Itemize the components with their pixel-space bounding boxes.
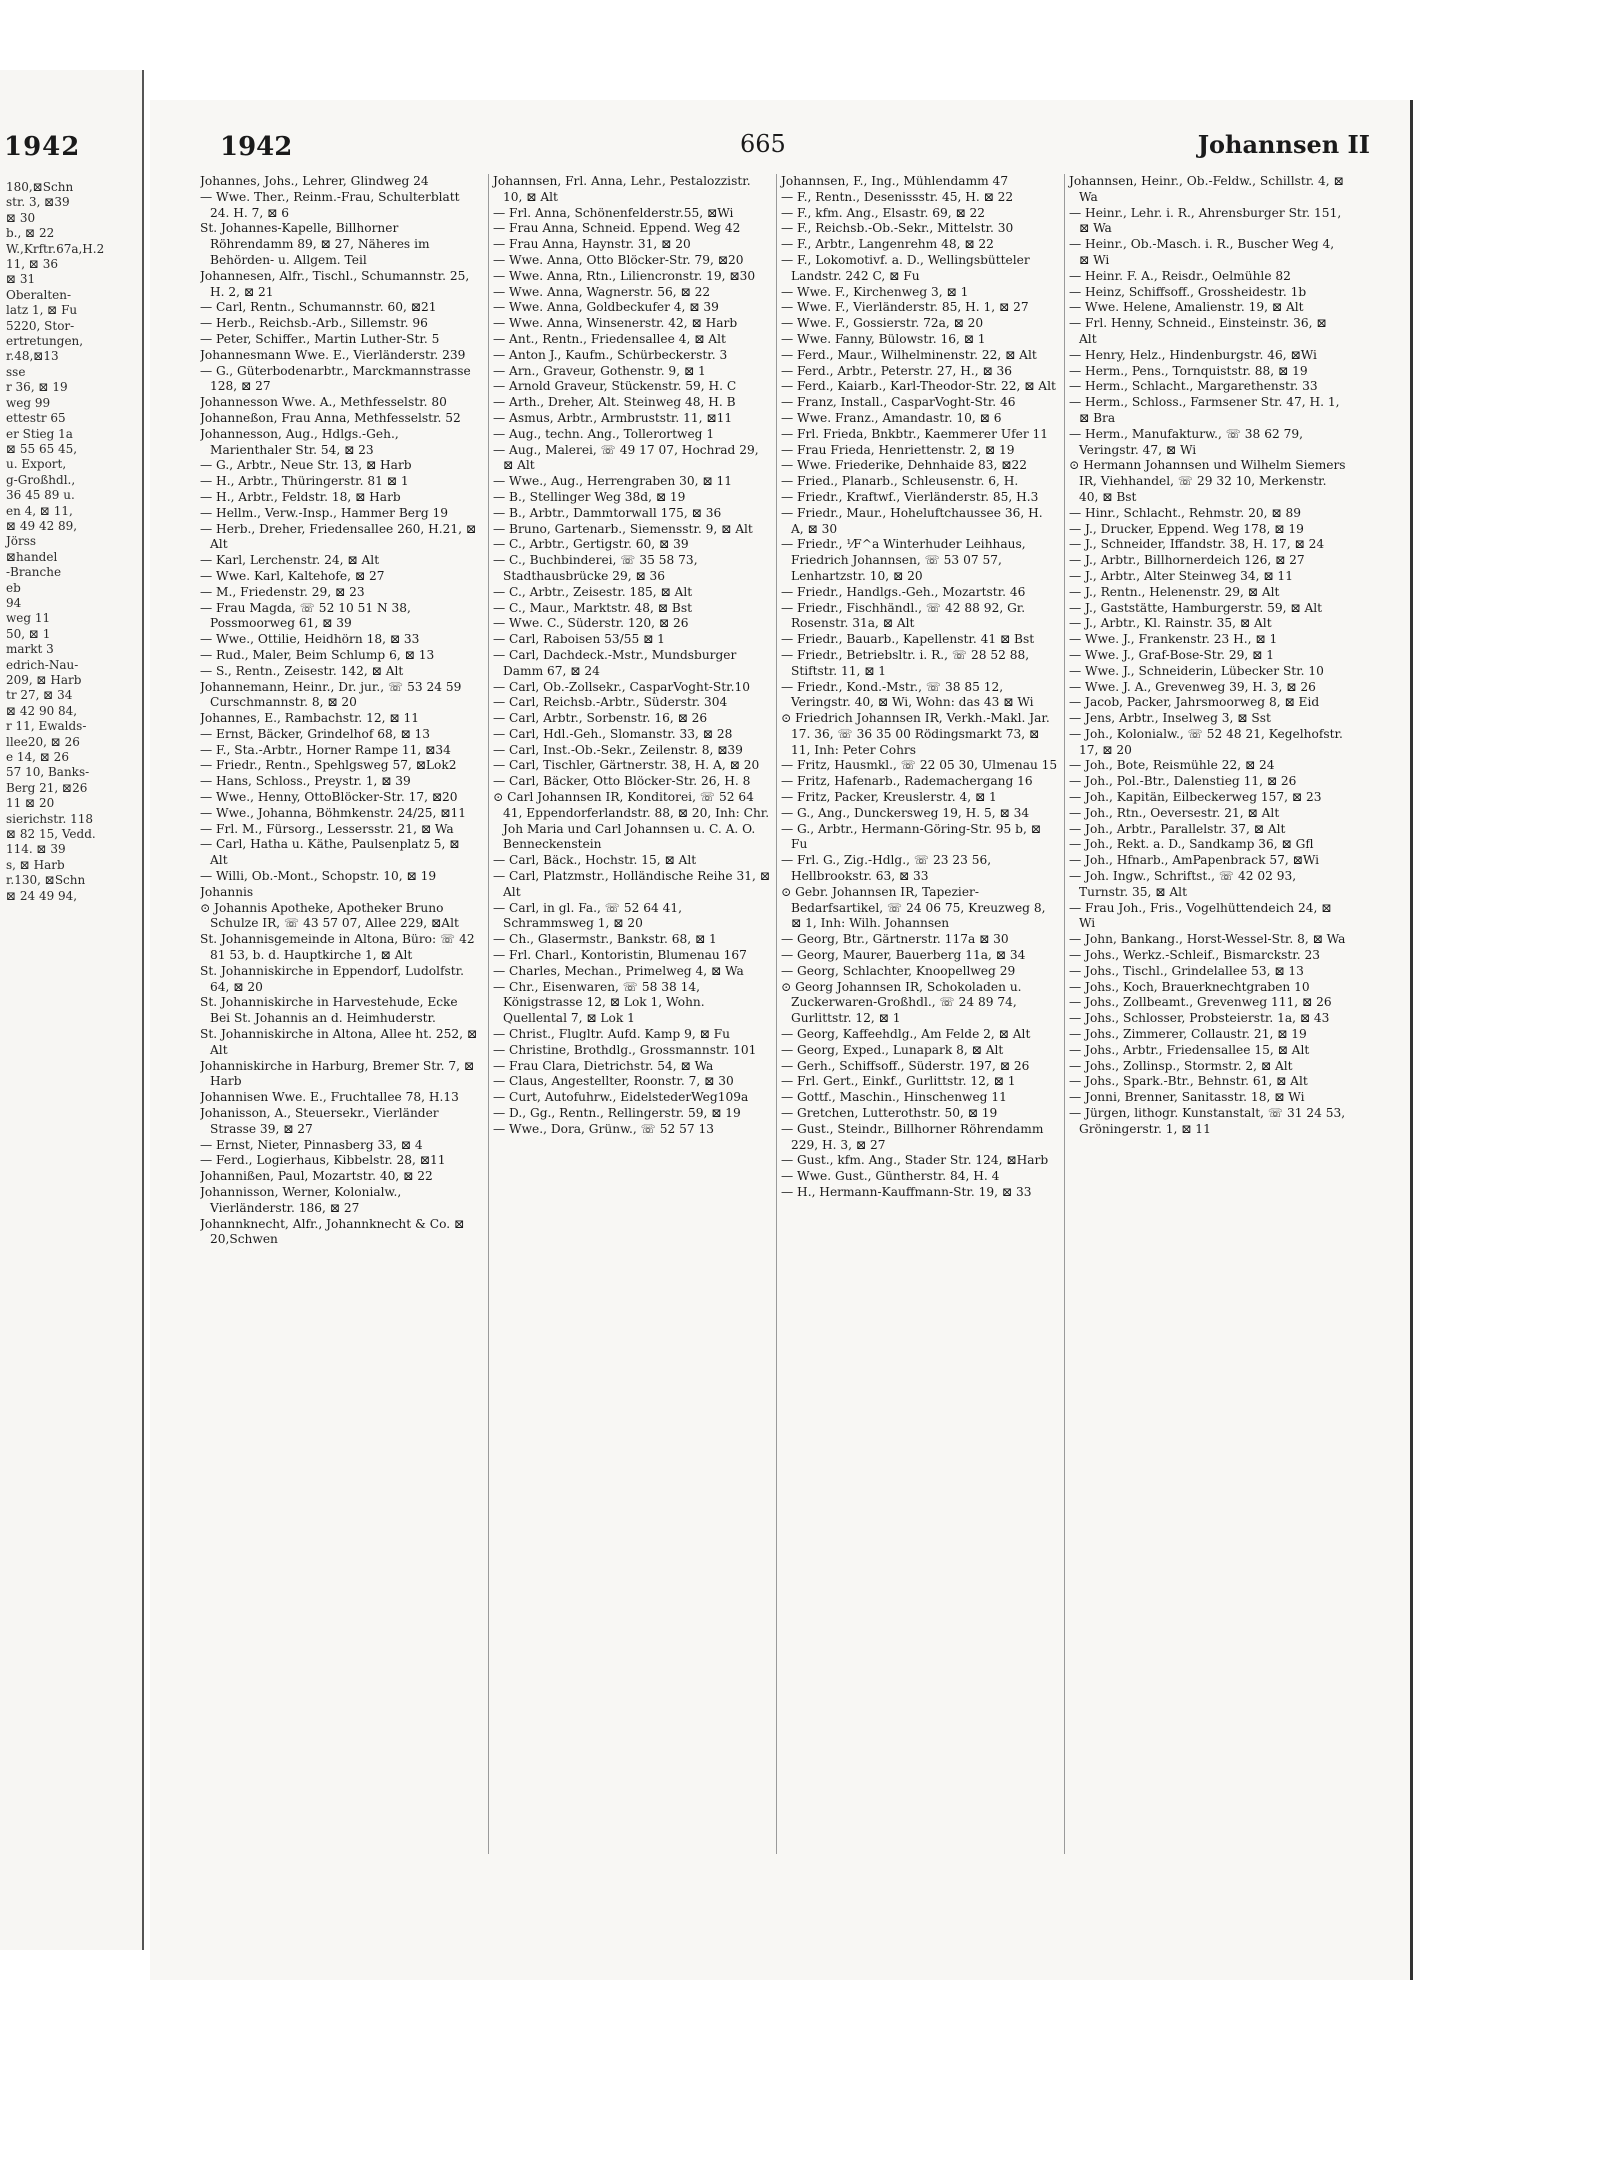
adjacent-page-line: ettestr 65 [6, 411, 66, 426]
directory-entry: — Frl. M., Fürsorg., Lessersstr. 21, ⊠ Wa [200, 821, 454, 836]
directory-entry: Johannisen Wwe. E., Fruchtallee 78, H.13 [200, 1090, 459, 1105]
directory-entry: — Charles, Mechan., Primelweg 4, ⊠ Wa [493, 963, 744, 978]
adjacent-page-line: r.48,⊠13 [6, 349, 59, 364]
directory-entry: ⊙ Carl Johannsen IR, Konditorei, ☏ 52 64 41, Eppendorferlandstr. 88, ⊠ 20, Inh: Chr. Joh Maria und Carl Johannsen u. C. A. O. Benneckenstein [493, 790, 770, 852]
directory-entry: — Wwe. F., Kirchenweg 3, ⊠ 1 [781, 284, 969, 299]
directory-entry: ⊙ Johannis Apotheke, Apotheker Bruno Schulze IR, ☏ 43 57 07, Allee 229, ⊠Alt [200, 900, 459, 931]
directory-entry: Johannesson Wwe. A., Methfesselstr. 80 [200, 395, 447, 410]
directory-entry: ⊙ Georg Johannsen IR, Schokoladen u. Zuckerwaren-Großhdl., ☏ 24 89 74, Gurlittstr. 12, ⊠ 1 [781, 979, 1022, 1026]
directory-entry: — Friedr., Handlgs.-Geh., Mozartstr. 46 [781, 584, 1026, 599]
directory-entry: — Karl, Lerchenstr. 24, ⊠ Alt [200, 553, 380, 568]
adjacent-page-line: ⊠ 49 42 89, [6, 518, 78, 533]
directory-entry: — Heinr. F. A., Reisdr., Oelmühle 82 [1069, 268, 1291, 283]
directory-entry: — Joh., Rtn., Oeversestr. 21, ⊠ Alt [1069, 805, 1280, 820]
directory-entry: ⊙ Friedrich Johannsen IR, Verkh.-Makl. Jar. 17. 36, ☏ 36 35 00 Rödingsmarkt 73, ⊠ 11, Inh: Peter Cohrs [781, 711, 1050, 757]
directory-entry: — Wwe. Anna, Rtn., Liliencronstr. 19, ⊠30 [493, 268, 756, 283]
directory-entry: — Arnold Graveur, Stückenstr. 59, H. C [493, 379, 737, 394]
directory-entry: — Wwe. C., Süderstr. 120, ⊠ 26 [493, 616, 689, 631]
directory-entry: — Christ., Flugltr. Aufd. Kamp 9, ⊠ Fu [493, 1027, 730, 1042]
directory-entry: — Carl, in gl. Fa., ☏ 52 64 41, Schrammsweg 1, ⊠ 20 [493, 900, 682, 931]
adjacent-page-line: 11 ⊠ 20 [6, 796, 55, 811]
directory-entry: — Wwe. J. A., Grevenweg 39, H. 3, ⊠ 26 [1069, 679, 1316, 694]
directory-entry: — Carl, Inst.-Ob.-Sekr., Zeilenstr. 8, ⊠39 [493, 742, 743, 757]
directory-entry: — M., Friedenstr. 29, ⊠ 23 [200, 584, 365, 599]
directory-entry: — Wwe. Fanny, Bülowstr. 16, ⊠ 1 [781, 331, 986, 346]
directory-entry: — Carl, Dachdeck.-Mstr., Mundsburger Damm 67, ⊠ 24 [493, 647, 737, 678]
directory-entry: — Ferd., Logierhaus, Kibbelstr. 28, ⊠11 [200, 1153, 446, 1168]
directory-entry: — J., Arbtr., Alter Steinweg 34, ⊠ 11 [1069, 568, 1293, 583]
directory-entry: — Wwe., Ottilie, Heidhörn 18, ⊠ 33 [200, 632, 420, 647]
directory-entry: — Wwe., Johanna, Böhmkenstr. 24/25, ⊠11 [200, 805, 467, 820]
directory-entry: — Gust., Steindr., Billhorner Röhrendamm 229, H. 3, ⊠ 27 [781, 1121, 1044, 1152]
directory-entry: — Friedr., Rentn., Spehlgsweg 57, ⊠Lok2 [200, 758, 457, 773]
directory-entry: — Hellm., Verw.-Insp., Hammer Berg 19 [200, 505, 449, 520]
directory-entry: — Heinz, Schiffsoff., Grossheidestr. 1b [1069, 284, 1307, 299]
directory-entry: — Joh., Arbtr., Parallelstr. 37, ⊠ Alt [1069, 821, 1286, 836]
directory-entry: St. Johanniskirche in Eppendorf, Ludolfstr. 64, ⊠ 20 [200, 963, 465, 994]
directory-entry: — Georg, Maurer, Bauerberg 11a, ⊠ 34 [781, 948, 1026, 963]
directory-entry: — Hans, Schloss., Preystr. 1, ⊠ 39 [200, 774, 411, 789]
directory-entry: — Wwe. Anna, Goldbeckufer 4, ⊠ 39 [493, 300, 719, 315]
directory-entry: — Joh., Bote, Reismühle 22, ⊠ 24 [1069, 758, 1275, 773]
directory-entry: — F., Rentn., Desenissstr. 45, H. ⊠ 22 [781, 189, 1014, 204]
directory-entry: Johannes, E., Rambachstr. 12, ⊠ 11 [200, 711, 420, 726]
directory-entry: — J., Gaststätte, Hamburgerstr. 59, ⊠ Alt [1069, 600, 1323, 615]
directory-entry: — Wwe., Dora, Grünw., ☏ 52 57 13 [493, 1121, 715, 1136]
column-1 [200, 174, 478, 1854]
column-4 [1064, 174, 1347, 1854]
directory-entry: — Carl, Raboisen 53/55 ⊠ 1 [493, 632, 665, 647]
directory-entry: Johanisson, A., Steuersekr., Vierländer Strasse 39, ⊠ 27 [200, 1106, 439, 1136]
directory-entry: — G., Arbtr., Hermann-Göring-Str. 95 b, ⊠ Fu [781, 821, 1041, 852]
page-header [220, 128, 1370, 168]
directory-entry: — Aug., techn. Ang., Tollerortweg 1 [493, 426, 715, 441]
directory-entry: — Bruno, Gartenarb., Siemensstr. 9, ⊠ Alt [493, 521, 753, 536]
adjacent-page-line: s, ⊠ Harb [6, 857, 65, 872]
directory-entry: Johannknecht, Alfr., Johannknecht & Co. ⊠ 20,Schwen [200, 1216, 465, 1247]
adjacent-page-line: 36 45 89 u. [6, 488, 75, 503]
adjacent-page-line: 50, ⊠ 1 [6, 626, 51, 641]
directory-entry: — J., Schneider, Iffandstr. 38, H. 17, ⊠ 24 [1069, 537, 1325, 552]
directory-entry: — F., Arbtr., Langenrehm 48, ⊠ 22 [781, 237, 994, 252]
directory-entry: — J., Drucker, Eppend. Weg 178, ⊠ 19 [1069, 521, 1304, 536]
adjacent-page-line: ⊠ 55 65 45, [6, 441, 78, 456]
directory-entry: — J., Arbtr., Kl. Rainstr. 35, ⊠ Alt [1069, 616, 1272, 631]
directory-entry: — H., Hermann-Kauffmann-Str. 19, ⊠ 33 [781, 1185, 1032, 1199]
directory-entry: — Franz, Install., CasparVoght-Str. 46 [781, 395, 1016, 410]
adjacent-page-line: Oberalten- [6, 287, 72, 302]
directory-entry: — Jürgen, lithogr. Kunstanstalt, ☏ 31 24 53, Gröningerstr. 1, ⊠ 11 [1069, 1106, 1346, 1136]
adjacent-page-line: ⊠handel [6, 549, 58, 564]
directory-entry: — Carl, Bäck., Hochstr. 15, ⊠ Alt [493, 853, 697, 868]
page-year: 1942 [220, 132, 293, 162]
directory-entry: — Ferd., Arbtr., Peterstr. 27, H., ⊠ 36 [781, 363, 1013, 378]
directory-entry: — Frl. Frieda, Bnkbtr., Kaemmerer Ufer 11 [781, 426, 1049, 441]
directory-entry: — Wwe. Helene, Amalienstr. 19, ⊠ Alt [1069, 300, 1304, 315]
directory-entry: — Georg, Schlachter, Knoopellweg 29 [781, 963, 1016, 978]
directory-entry: — Carl, Platzmstr., Holländische Reihe 31, ⊠ Alt [493, 869, 770, 899]
directory-entry: — Frl. Charl., Kontoristin, Blumenau 167 [493, 948, 747, 963]
directory-entry: — Carl, Arbtr., Sorbenstr. 16, ⊠ 26 [493, 711, 708, 726]
directory-entry: — Ant., Rentn., Friedensallee 4, ⊠ Alt [493, 331, 726, 346]
directory-entry: — B., Stellinger Weg 38d, ⊠ 19 [493, 489, 686, 504]
directory-entry: — Rud., Maler, Beim Schlump 6, ⊠ 13 [200, 647, 435, 662]
directory-entry: — Ernst, Nieter, Pinnasberg 33, ⊠ 4 [200, 1137, 423, 1152]
adjacent-page-line: markt 3 [6, 642, 54, 657]
directory-entry: — Frau Anna, Haynstr. 31, ⊠ 20 [493, 237, 691, 252]
directory-entry: — Wwe. F., Gossierstr. 72a, ⊠ 20 [781, 316, 984, 331]
directory-entry: — H., Arbtr., Thüringerstr. 81 ⊠ 1 [200, 474, 409, 489]
page-number: 665 [740, 130, 786, 158]
directory-entry: — Joh., Hfnarb., AmPapenbrack 57, ⊠Wi [1069, 853, 1320, 868]
directory-entry: Johannesen, Alfr., Tischl., Schumannstr. 25, H. 2, ⊠ 21 [200, 268, 470, 299]
directory-entry: — Georg, Exped., Lunapark 8, ⊠ Alt [781, 1042, 1004, 1057]
adjacent-page-line: ⊠ 82 15, Vedd. [6, 827, 96, 842]
directory-entry: Johanniskirche in Harburg, Bremer Str. 7, ⊠ Harb [200, 1058, 475, 1089]
directory-entry: — Wwe., Aug., Herrengraben 30, ⊠ 11 [493, 474, 732, 489]
column-2 [488, 174, 771, 1854]
adjacent-page-line: r 11, Ewalds- [6, 719, 87, 734]
directory-entry: — Johs., Koch, Brauerknechtgraben 10 [1069, 979, 1310, 994]
adjacent-page-line: ⊠ 42 90 84, [6, 703, 78, 718]
directory-entry: — Fried., Planarb., Schleusenstr. 6, H. [781, 474, 1019, 489]
directory-entry: — Frl. Gert., Einkf., Gurlittstr. 12, ⊠ 1 [781, 1074, 1016, 1089]
directory-entry: — Carl, Ob.-Zollsekr., CasparVoght-Str.10 [493, 679, 751, 694]
directory-entry: — Friedr., Maur., Hoheluftchaussee 36, H. A, ⊠ 30 [781, 505, 1043, 536]
directory-entry: — Arn., Graveur, Gothenstr. 9, ⊠ 1 [493, 363, 706, 378]
directory-entry: — Johs., Zollinsp., Stormstr. 2, ⊠ Alt [1069, 1058, 1293, 1073]
directory-entry: — Curt, Autofuhrw., EidelstederWeg109a [493, 1090, 749, 1105]
directory-entry: — Frl. Anna, Schönenfelderstr.55, ⊠Wi [493, 205, 734, 220]
directory-entry: — F., Sta.-Arbtr., Horner Rampe 11, ⊠34 [200, 742, 451, 757]
adjacent-page-line: ertretungen, [6, 334, 84, 349]
directory-entry: — Friedr., Bauarb., Kapellenstr. 41 ⊠ Bst [781, 632, 1035, 647]
directory-entry: — Carl, Bäcker, Otto Blöcker-Str. 26, H. 8 [493, 774, 751, 789]
directory-columns [200, 174, 1350, 1854]
directory-entry: — Chr., Eisenwaren, ☏ 58 38 14, Königstrasse 12, ⊠ Lok 1, Wohn. Quellental 7, ⊠ Lok 1 [493, 979, 705, 1026]
directory-entry: — Fritz, Hausmkl., ☏ 22 05 30, Ulmenau 15 [781, 758, 1058, 773]
directory-entry: — Herm., Pens., Tornquiststr. 88, ⊠ 19 [1069, 363, 1308, 378]
directory-entry: — Aug., Malerei, ☏ 49 17 07, Hochrad 29, ⊠ Alt [493, 442, 759, 473]
adjacent-page-line: ⊠ 30 [6, 210, 36, 225]
adjacent-page-line: b., ⊠ 22 [6, 226, 55, 241]
directory-entry: — Herb., Dreher, Friedensallee 260, H.21, ⊠ Alt [200, 521, 477, 552]
directory-entry: — Peter, Schiffer., Martin Luther-Str. 5 [200, 331, 440, 346]
directory-entry: — Ernst, Bäcker, Grindelhof 68, ⊠ 13 [200, 726, 431, 741]
adjacent-page-line: sse [6, 364, 26, 379]
directory-entry: — Joh., Kolonialw., ☏ 52 48 21, Kegelhofstr. 17, ⊠ 20 [1069, 726, 1343, 757]
directory-entry: — Frl. G., Zig.-Hdlg., ☏ 23 23 56, Hellbrookstr. 63, ⊠ 33 [781, 853, 992, 884]
adjacent-page-line: 180,⊠Schn [6, 180, 74, 194]
adjacent-page-line: 94 [6, 595, 22, 610]
adjacent-page-line: en 4, ⊠ 11, [6, 503, 73, 518]
directory-entry: — Herm., Manufakturw., ☏ 38 62 79, Veringstr. 47, ⊠ Wi [1069, 426, 1303, 457]
directory-entry: — B., Arbtr., Dammtorwall 175, ⊠ 36 [493, 505, 722, 520]
directory-entry: — F., Lokomotivf. a. D., Wellingsbütteler Landstr. 242 C, ⊠ Fu [781, 252, 1030, 283]
directory-entry: — Wwe. Friederike, Dehnhaide 83, ⊠22 [781, 458, 1028, 473]
directory-entry: — Wwe. Anna, Wagnerstr. 56, ⊠ 22 [493, 284, 711, 299]
directory-entry: — Wwe. Franz., Amandastr. 10, ⊠ 6 [781, 410, 1002, 425]
directory-entry: — C., Maur., Marktstr. 48, ⊠ Bst [493, 600, 692, 615]
adjacent-page-fragment [0, 70, 144, 1950]
directory-entry: — Joh., Kapitän, Eilbeckerweg 157, ⊠ 23 [1069, 790, 1322, 805]
directory-entry: Johannesmann Wwe. E., Vierländerstr. 239 [200, 347, 466, 362]
adjacent-page-line: latz 1, ⊠ Fu [6, 303, 78, 318]
directory-entry: Johannsen, Frl. Anna, Lehr., Pestalozzistr. 10, ⊠ Alt [493, 174, 751, 204]
adjacent-page-line: g-Großhdl., [6, 472, 76, 487]
adjacent-page-line: -Branche [6, 565, 62, 580]
adjacent-page-line: er Stieg 1a [6, 426, 73, 441]
adjacent-page-line: u. Export, [6, 457, 67, 472]
directory-entry: — Jacob, Packer, Jahrsmoorweg 8, ⊠ Eid [1069, 695, 1320, 710]
directory-entry: — Arth., Dreher, Alt. Steinweg 48, H. B [493, 395, 736, 410]
directory-entry: St. Johannisgemeinde in Altona, Büro: ☏ 42 81 53, b. d. Hauptkirche 1, ⊠ Alt [200, 932, 475, 963]
directory-entry: — Wwe. F., Vierländerstr. 85, H. 1, ⊠ 27 [781, 300, 1029, 315]
directory-entry: — Heinr., Lehr. i. R., Ahrensburger Str. 151, ⊠ Wa [1069, 205, 1342, 236]
directory-entry: — Fritz, Hafenarb., Rademachergang 16 [781, 774, 1033, 789]
directory-entry: — Carl, Hatha u. Käthe, Paulsenplatz 5, ⊠ Alt [200, 837, 460, 868]
directory-entry: — Ferd., Kaiarb., Karl-Theodor-Str. 22, ⊠ Alt [781, 379, 1056, 394]
directory-entry: Johannes, Johs., Lehrer, Glindweg 24 [200, 174, 429, 188]
directory-entry: — Herm., Schloss., Farmsener Str. 47, H. 1, ⊠ Bra [1069, 395, 1340, 425]
directory-entry: — C., Buchbinderei, ☏ 35 58 73, Stadthausbrücke 29, ⊠ 36 [493, 553, 698, 583]
adjacent-page-line: r.130, ⊠Schn [6, 873, 86, 888]
directory-entry: — Friedr., Kraftwf., Vierländerstr. 85, H.3 [781, 489, 1039, 504]
directory-entry: — C., Arbtr., Gertigstr. 60, ⊠ 39 [493, 537, 689, 552]
directory-entry: — Johs., Spark.-Btr., Behnstr. 61, ⊠ Alt [1069, 1074, 1308, 1089]
directory-entry: — Wwe. Karl, Kaltehofe, ⊠ 27 [200, 568, 385, 583]
adjacent-page-line: Jörss [6, 534, 37, 549]
directory-entry: — Johs., Zimmerer, Collaustr. 21, ⊠ 19 [1069, 1027, 1307, 1042]
directory-entry: ⊙ Hermann Johannsen und Wilhelm Siemers IR, Viehhandel, ☏ 29 32 10, Merkenstr. 40, ⊠ Bst [1069, 458, 1346, 504]
directory-entry: — H., Arbtr., Feldstr. 18, ⊠ Harb [200, 489, 401, 504]
directory-entry: Johannesson, Aug., Hdlgs.-Geh., Marienthaler Str. 54, ⊠ 23 [200, 426, 399, 457]
directory-entry: — Wwe. Anna, Otto Blöcker-Str. 79, ⊠20 [493, 252, 744, 267]
directory-entry: — Carl, Reichsb.-Arbtr., Süderstr. 304 [493, 695, 728, 710]
adjacent-page-line: Berg 21, ⊠26 [6, 780, 88, 795]
adjacent-page-line: tr 27, ⊠ 34 [6, 688, 73, 703]
directory-entry: — Frau Magda, ☏ 52 10 51 N 38, Possmoorweg 61, ⊠ 39 [200, 600, 411, 631]
directory-entry: — Friedr., Kond.-Mstr., ☏ 38 85 12, Veringstr. 40, ⊠ Wi, Wohn: das 43 ⊠ Wi [781, 679, 1034, 710]
directory-entry: — Georg, Btr., Gärtnerstr. 117a ⊠ 30 [781, 932, 1009, 947]
directory-entry: — J., Rentn., Helenenstr. 29, ⊠ Alt [1069, 584, 1280, 599]
column-3 [776, 174, 1059, 1854]
directory-entry: — Claus, Angestellter, Roonstr. 7, ⊠ 30 [493, 1074, 734, 1089]
directory-entry: — Johs., Werkz.-Schleif., Bismarckstr. 23 [1069, 948, 1320, 963]
directory-entry: — Herm., Schlacht., Margarethenstr. 33 [1069, 379, 1318, 394]
adjacent-page-line: W.,Krftr.67a,H.2 [6, 241, 105, 256]
directory-entry: — Wwe. J., Frankenstr. 23 H., ⊠ 1 [1069, 632, 1278, 647]
adjacent-page-year: 1942 [4, 132, 81, 162]
directory-entry: — Jens, Arbtr., Inselweg 3, ⊠ Sst [1069, 711, 1271, 726]
directory-entry: — Anton J., Kaufm., Schürbeckerstr. 3 [493, 347, 728, 362]
directory-entry: — Carl, Hdl.-Geh., Slomanstr. 33, ⊠ 28 [493, 726, 733, 741]
directory-entry: — G., Güterbodenarbtr., Marckmannstrasse 128, ⊠ 27 [200, 363, 471, 394]
directory-entry: — Joh. Ingw., Schriftst., ☏ 42 02 93, Turnstr. 35, ⊠ Alt [1069, 869, 1297, 899]
directory-entry: — G., Ang., Dunckersweg 19, H. 5, ⊠ 34 [781, 805, 1030, 820]
directory-entry: — F., Reichsb.-Ob.-Sekr., Mittelstr. 30 [781, 221, 1014, 236]
directory-entry: Johannsen, F., Ing., Mühlendamm 47 [781, 174, 1009, 188]
adjacent-page-line: r 36, ⊠ 19 [6, 380, 68, 395]
directory-entry: Johannisson, Werner, Kolonialw., Vierländerstr. 186, ⊠ 27 [200, 1185, 402, 1215]
directory-entry: — Frau Anna, Schneid. Eppend. Weg 42 [493, 221, 741, 236]
directory-entry: — Friedr., Fischhändl., ☏ 42 88 92, Gr. Rosenstr. 31a, ⊠ Alt [781, 600, 1026, 631]
directory-entry: — Wwe. Anna, Winsenerstr. 42, ⊠ Harb [493, 316, 738, 331]
adjacent-page-line: 114. ⊠ 39 [6, 842, 66, 857]
directory-entry: — Gerh., Schiffsoff., Süderstr. 197, ⊠ 26 [781, 1058, 1030, 1073]
running-title: Johannsen II [1197, 130, 1370, 159]
directory-entry: — Frl. Henny, Schneid., Einsteinstr. 36, ⊠ Alt [1069, 316, 1327, 346]
directory-entry: — Jonni, Brenner, Sanitasstr. 18, ⊠ Wi [1069, 1090, 1305, 1105]
directory-entry: St. Johanniskirche in Altona, Allee ht. 252, ⊠ Alt [200, 1027, 478, 1057]
directory-entry: — Hinr., Schlacht., Rehmstr. 20, ⊠ 89 [1069, 505, 1301, 520]
directory-entry: — Wwe. Ther., Reinm.-Frau, Schulterblatt 24. H. 7, ⊠ 6 [200, 189, 460, 220]
directory-entry: — Georg, Kaffeehdlg., Am Felde 2, ⊠ Alt [781, 1027, 1031, 1042]
directory-entry: Johannemann, Heinr., Dr. jur., ☏ 53 24 59 Curschmannstr. 8, ⊠ 20 [200, 679, 462, 710]
directory-entry: Johannsen, Heinr., Ob.-Feldw., Schillstr. 4, ⊠ Wa [1069, 174, 1344, 204]
adjacent-page-line: 209, ⊠ Harb [6, 673, 82, 687]
directory-entry: — Ferd., Maur., Wilhelminenstr. 22, ⊠ Alt [781, 347, 1037, 362]
adjacent-page-line: eb [6, 580, 21, 595]
directory-entry: — Joh., Rekt. a. D., Sandkamp 36, ⊠ Gfl [1069, 837, 1314, 852]
directory-entry: Johanneßon, Frau Anna, Methfesselstr. 52 [200, 410, 461, 425]
directory-entry: — S., Rentn., Zeisestr. 142, ⊠ Alt [200, 663, 404, 678]
directory-entry: — Friedr., Betriebsltr. i. R., ☏ 28 52 88, Stiftstr. 11, ⊠ 1 [781, 647, 1030, 678]
directory-entry: — G., Arbtr., Neue Str. 13, ⊠ Harb [200, 458, 412, 473]
directory-entry: — Wwe. J., Graf-Bose-Str. 29, ⊠ 1 [1069, 647, 1275, 662]
directory-entry: — Frau Joh., Fris., Vogelhüttendeich 24, ⊠ Wi [1069, 900, 1332, 931]
directory-entry: — Gust., kfm. Ang., Stader Str. 124, ⊠Harb [781, 1153, 1049, 1168]
directory-entry: — Carl, Rentn., Schumannstr. 60, ⊠21 [200, 300, 437, 315]
directory-entry: — D., Gg., Rentn., Rellingerstr. 59, ⊠ 19 [493, 1106, 741, 1121]
directory-entry: — Ch., Glasermstr., Bankstr. 68, ⊠ 1 [493, 932, 717, 947]
directory-entry: — Joh., Pol.-Btr., Dalenstieg 11, ⊠ 26 [1069, 774, 1297, 789]
directory-entry: — John, Bankang., Horst-Wessel-Str. 8, ⊠ Wa [1069, 932, 1346, 947]
directory-entry: — C., Arbtr., Zeisestr. 185, ⊠ Alt [493, 584, 693, 599]
directory-entry: — Johs., Zollbeamt., Grevenweg 111, ⊠ 26 [1069, 995, 1332, 1010]
adjacent-page-line: edrich-Nau- [6, 657, 79, 672]
directory-entry: — Fritz, Packer, Kreuslerstr. 4, ⊠ 1 [781, 790, 997, 805]
directory-entry: — Heinr., Ob.-Masch. i. R., Buscher Weg 4, ⊠ Wi [1069, 237, 1335, 267]
adjacent-page-line: 11, ⊠ 36 [6, 257, 59, 272]
directory-page [150, 100, 1413, 1980]
directory-entry: — Johs., Schlosser, Probsteierstr. 1a, ⊠ 43 [1069, 1011, 1330, 1026]
directory-entry: — F., kfm. Ang., Elsastr. 69, ⊠ 22 [781, 205, 986, 220]
directory-entry: — Johs., Tischl., Grindelallee 53, ⊠ 13 [1069, 963, 1304, 978]
adjacent-page-line: e 14, ⊠ 26 [6, 750, 69, 765]
directory-entry: — Herb., Reichsb.-Arb., Sillemstr. 96 [200, 316, 428, 331]
directory-entry: — Frau Clara, Dietrichstr. 54, ⊠ Wa [493, 1058, 714, 1073]
directory-entry: — Wwe., Henny, OttoBlöcker-Str. 17, ⊠20 [200, 790, 458, 805]
adjacent-page-line: ⊠ 24 49 94, [6, 888, 78, 903]
directory-entry: — Wwe. Gust., Güntherstr. 84, H. 4 [781, 1169, 1000, 1184]
adjacent-page-line: llee20, ⊠ 26 [6, 734, 80, 749]
adjacent-page-line: str. 3, ⊠39 [6, 195, 70, 210]
adjacent-page-line: 57 10, Banks- [6, 765, 90, 780]
directory-entry: — Friedr., ⅟F^a Winterhuder Leihhaus, Friedrich Johannsen, ☏ 53 07 57, Lenhartzstr. 10, ⊠ 20 [781, 537, 1026, 583]
directory-entry: — J., Arbtr., Billhornerdeich 126, ⊠ 27 [1069, 553, 1305, 568]
adjacent-page-line: ⊠ 31 [6, 272, 36, 287]
directory-entry: — Johs., Arbtr., Friedensallee 15, ⊠ Alt [1069, 1042, 1310, 1057]
directory-entry: — Gottf., Maschin., Hinschenweg 11 [781, 1090, 1007, 1105]
directory-entry: St. Johannes-Kapelle, Billhorner Röhrendamm 89, ⊠ 27, Näheres im Behörden- u. Allgem. Teil [200, 221, 430, 267]
directory-entry: — Carl, Tischler, Gärtnerstr. 38, H. A, ⊠ 20 [493, 758, 760, 773]
directory-entry: — Gretchen, Lutterothstr. 50, ⊠ 19 [781, 1106, 998, 1121]
directory-entry: ⊙ Gebr. Johannsen IR, Tapezier-Bedarfsartikel, ☏ 24 06 75, Kreuzweg 8, ⊠ 1, Inh: Wilh. Johannsen [781, 884, 1046, 931]
directory-entry: — Willi, Ob.-Mont., Schopstr. 10, ⊠ 19 [200, 869, 437, 884]
adjacent-page-line: weg 11 [6, 611, 51, 626]
adjacent-page-line: weg 99 [6, 395, 51, 410]
directory-entry: Johannißen, Paul, Mozartstr. 40, ⊠ 22 [200, 1169, 433, 1184]
adjacent-page-text [6, 180, 138, 904]
adjacent-page-line: 5220, Stor- [6, 318, 75, 333]
directory-entry: Johannis [200, 884, 254, 899]
adjacent-page-line: sierichstr. 118 [6, 811, 94, 826]
directory-entry: — Christine, Brothdlg., Grossmannstr. 101 [493, 1042, 757, 1057]
directory-entry: — Henry, Helz., Hindenburgstr. 46, ⊠Wi [1069, 347, 1317, 362]
directory-entry: St. Johanniskirche in Harvestehude, Ecke Bei St. Johannis an d. Heimhuderstr. [200, 995, 458, 1026]
directory-entry: — Asmus, Arbtr., Armbruststr. 11, ⊠11 [493, 410, 733, 425]
directory-entry: — Frau Frieda, Henriettenstr. 2, ⊠ 19 [781, 442, 1015, 457]
directory-entry: — Wwe. J., Schneiderin, Lübecker Str. 10 [1069, 663, 1324, 678]
